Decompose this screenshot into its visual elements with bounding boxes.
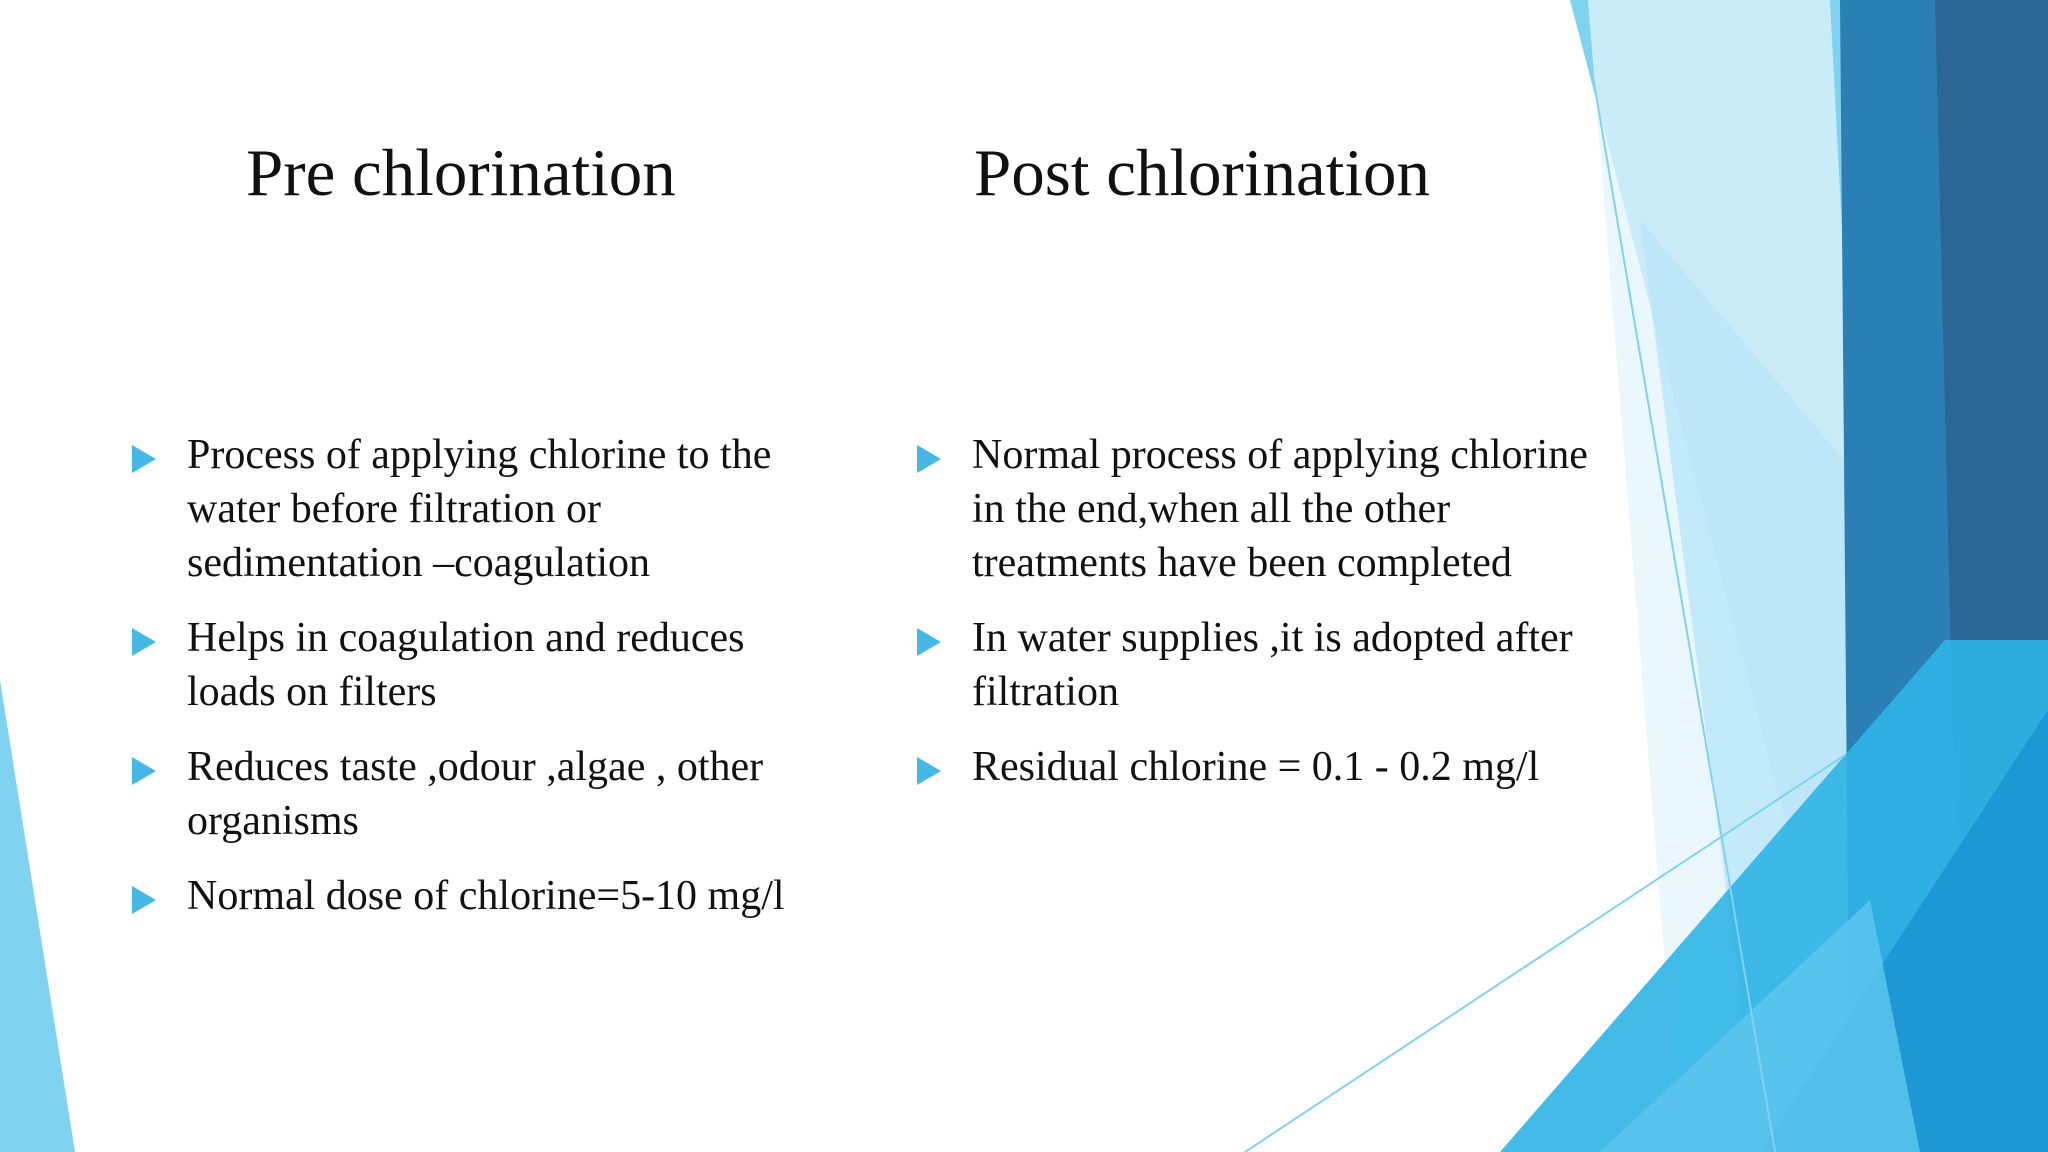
- triangle-right-icon: [917, 757, 941, 785]
- bullet-text: Reduces taste ,odour ,algae , other organisms: [187, 744, 764, 844]
- list-item: [915, 740, 1595, 794]
- bullet-text: Helps in coagulation and reduces loads on filters: [187, 615, 745, 715]
- bullet-text: Process of applying chlorine to the water before filtration or sedimentation –coagulation: [187, 432, 772, 586]
- list-item: [915, 611, 1595, 719]
- left-edge-sliver: [0, 680, 75, 1152]
- triangle-right-icon: [132, 445, 156, 473]
- list-item: [130, 869, 810, 923]
- pre-chlorination-bullet-list: [130, 428, 810, 944]
- triangle-right-icon: [917, 445, 941, 473]
- bullet-text: Residual chlorine = 0.1 - 0.2 mg/l: [972, 744, 1540, 790]
- triangle-right-icon: [132, 757, 156, 785]
- post-chlorination-bullet-list: [915, 428, 1595, 815]
- triangle-right-icon: [132, 886, 156, 914]
- pre-chlorination-title: Pre chlorination: [246, 136, 676, 210]
- list-item: [130, 740, 810, 848]
- list-item: [915, 428, 1595, 590]
- bullet-text: Normal process of applying chlorine in the end,when all the other treatments have been completed: [972, 432, 1588, 586]
- bullet-text: In water supplies ,it is adopted after filtration: [972, 615, 1573, 715]
- post-chlorination-title: Post chlorination: [974, 136, 1430, 210]
- triangle-right-icon: [917, 628, 941, 656]
- bullet-text: Normal dose of chlorine=5-10 mg/l: [187, 873, 785, 919]
- triangle-right-icon: [132, 628, 156, 656]
- list-item: [130, 611, 810, 719]
- list-item: [130, 428, 810, 590]
